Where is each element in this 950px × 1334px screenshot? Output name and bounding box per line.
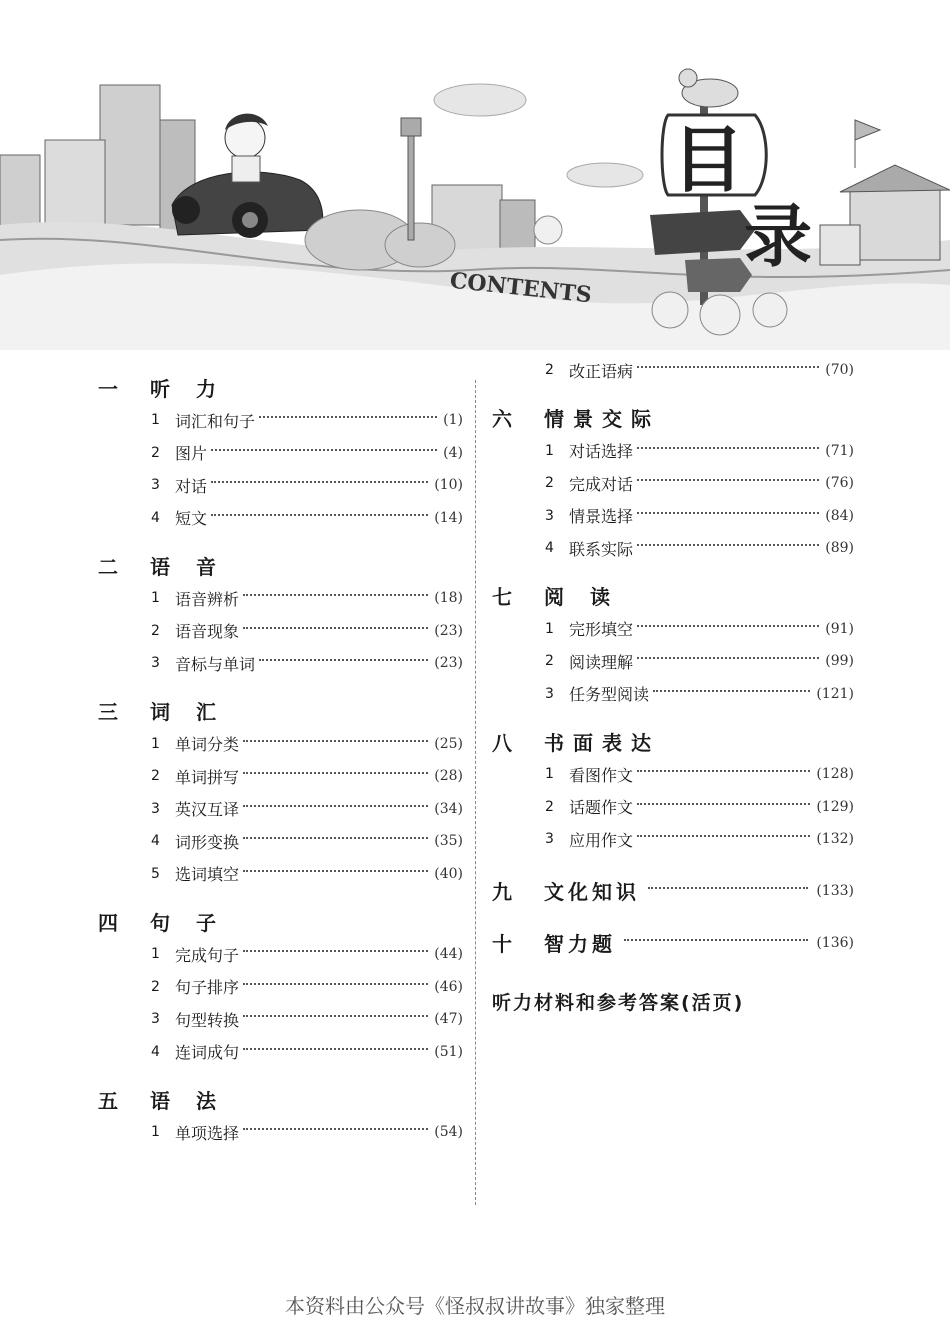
dot-leader	[637, 835, 810, 837]
toc-right-column	[492, 361, 854, 1015]
item-page: (76)	[825, 475, 854, 492]
item-page: (121)	[816, 685, 854, 702]
section-title: 语法	[150, 1088, 242, 1113]
dot-leader	[637, 544, 819, 546]
item-page: (14)	[434, 509, 463, 526]
dot-leader	[243, 1128, 428, 1130]
toc-item[interactable]	[98, 647, 463, 680]
item-page: (84)	[825, 507, 854, 524]
item-number: 2	[545, 798, 554, 815]
toc-item[interactable]	[98, 582, 463, 615]
item-number: 1	[151, 1124, 160, 1141]
contents-banner	[0, 60, 950, 350]
item-number: 4	[151, 509, 160, 526]
section-number: 六	[492, 407, 512, 431]
item-title: 英汉互译	[175, 800, 240, 820]
dot-leader	[243, 1048, 428, 1050]
dot-leader	[243, 772, 428, 774]
toc-item[interactable]	[98, 404, 463, 437]
item-title: 应用作文	[569, 830, 634, 850]
item-page: (136)	[816, 934, 854, 951]
item-page: (25)	[434, 735, 463, 752]
toc-item[interactable]	[98, 760, 463, 793]
item-page: (47)	[434, 1011, 463, 1028]
section-heading[interactable]	[492, 401, 854, 435]
dot-leader	[653, 690, 810, 692]
section-heading[interactable]	[98, 1082, 463, 1116]
section-title: 词汇	[150, 700, 242, 724]
dot-leader	[259, 416, 437, 418]
toc-item[interactable]	[98, 938, 463, 971]
item-number: 1	[545, 620, 554, 637]
item-title: 语音辨析	[175, 589, 240, 609]
item-number: 1	[151, 412, 160, 429]
toc-item[interactable]	[98, 825, 463, 858]
item-number: 2	[545, 362, 554, 379]
toc-item[interactable]	[98, 793, 463, 826]
item-number: 4	[151, 1043, 160, 1060]
dot-leader	[211, 481, 428, 483]
item-page: (10)	[434, 477, 463, 494]
toc-item[interactable]	[492, 791, 854, 824]
section-number: 二	[98, 554, 118, 579]
item-title: 联系实际	[569, 539, 634, 559]
item-page: (70)	[825, 362, 854, 379]
item-number: 3	[151, 477, 160, 494]
item-page: (35)	[434, 833, 463, 850]
dot-leader	[637, 770, 810, 772]
item-title: 对话选择	[569, 442, 634, 462]
item-title: 音标与单词	[175, 654, 256, 674]
item-title: 词汇和句子	[175, 411, 256, 431]
section-number: 十	[492, 932, 512, 956]
section-heading[interactable]	[492, 926, 854, 960]
item-number: 3	[545, 831, 554, 848]
item-title: 完成句子	[175, 945, 240, 965]
section-title: 听力	[150, 376, 242, 401]
section-title: 句子	[150, 910, 242, 935]
toc-item[interactable]	[492, 532, 854, 565]
section-number: 一	[98, 376, 118, 401]
toc-item[interactable]	[492, 354, 854, 387]
section-title: 阅读	[544, 585, 636, 609]
toc-item[interactable]	[492, 467, 854, 500]
item-title: 选词填空	[175, 865, 240, 885]
contents-label: CONTENTS	[448, 267, 593, 309]
dot-leader	[624, 939, 808, 941]
item-number: 1	[151, 590, 160, 607]
item-title: 阅读理解	[569, 652, 634, 672]
item-title: 任务型阅读	[569, 685, 650, 705]
item-number: 5	[151, 865, 160, 882]
section-title: 文化知识	[544, 880, 640, 904]
section-number: 四	[98, 910, 118, 935]
item-title: 语音现象	[175, 622, 240, 642]
item-number: 4	[151, 833, 160, 850]
item-page: (129)	[816, 798, 854, 815]
section-number: 七	[492, 585, 512, 609]
toc-item[interactable]	[98, 1036, 463, 1069]
item-page: (23)	[434, 622, 463, 639]
dot-leader	[637, 657, 819, 659]
item-number: 1	[151, 735, 160, 752]
dot-leader	[243, 950, 428, 952]
section-number: 九	[492, 880, 512, 904]
item-title: 单项选择	[175, 1123, 240, 1143]
dot-leader	[243, 805, 428, 807]
item-page: (91)	[825, 620, 854, 637]
footer-note: 本资料由公众号《怪叔叔讲故事》独家整理	[285, 1294, 665, 1318]
dot-leader	[243, 627, 428, 629]
item-page: (51)	[434, 1043, 463, 1060]
title-char-mu: 目	[671, 118, 745, 202]
section-heading[interactable]	[98, 370, 463, 404]
dot-leader	[637, 625, 819, 627]
item-page: (4)	[443, 444, 463, 461]
item-page: (44)	[434, 946, 463, 963]
toc-item[interactable]	[98, 858, 463, 891]
toc-item[interactable]	[98, 1003, 463, 1036]
item-title: 改正语病	[569, 361, 634, 381]
section-heading[interactable]	[492, 579, 854, 613]
item-page: (133)	[816, 882, 854, 899]
toc-item[interactable]	[98, 1116, 463, 1149]
item-page: (28)	[434, 768, 463, 785]
item-number: 2	[151, 768, 160, 785]
title-char-lu: 录	[743, 198, 813, 277]
section-title: 书面表达	[544, 730, 660, 755]
item-title: 对话	[175, 476, 208, 496]
dot-leader	[243, 740, 428, 742]
dot-leader	[637, 803, 810, 805]
item-page: (23)	[434, 655, 463, 672]
item-number: 1	[545, 442, 554, 459]
dot-leader	[637, 512, 819, 514]
item-number: 3	[545, 685, 554, 702]
dot-leader	[259, 659, 428, 661]
item-number: 1	[545, 766, 554, 783]
column-divider	[475, 380, 476, 1205]
toc-item[interactable]	[492, 645, 854, 678]
toc-item[interactable]	[492, 678, 854, 711]
toc-item[interactable]	[98, 469, 463, 502]
item-number: 2	[151, 622, 160, 639]
section-heading[interactable]	[98, 694, 463, 728]
item-page: (40)	[434, 865, 463, 882]
dot-leader	[648, 887, 808, 889]
item-number: 3	[151, 655, 160, 672]
item-page: (89)	[825, 540, 854, 557]
item-title: 词形变换	[175, 832, 240, 852]
item-number: 3	[545, 507, 554, 524]
toc-item[interactable]	[492, 500, 854, 533]
item-number: 2	[545, 653, 554, 670]
item-title: 话题作文	[569, 798, 634, 818]
section-heading[interactable]	[492, 874, 854, 908]
item-number: 1	[151, 946, 160, 963]
section-number: 八	[492, 730, 512, 755]
toc-item[interactable]	[98, 728, 463, 761]
item-number: 3	[151, 800, 160, 817]
dot-leader	[211, 449, 437, 451]
section-title: 语音	[150, 554, 242, 579]
section-number: 五	[98, 1088, 118, 1113]
dot-leader	[637, 447, 819, 449]
dot-leader	[243, 837, 428, 839]
appendix-heading[interactable]: 听力材料和参考答案(活页)	[492, 991, 745, 1014]
item-page: (46)	[434, 978, 463, 995]
section-title: 情景交际	[544, 407, 660, 431]
item-page: (132)	[816, 831, 854, 848]
item-page: (99)	[825, 653, 854, 670]
item-page: (34)	[434, 800, 463, 817]
item-title: 单词拼写	[175, 767, 240, 787]
item-title: 完形填空	[569, 620, 634, 640]
dot-leader	[211, 514, 428, 516]
item-title: 单词分类	[175, 735, 240, 755]
item-number: 2	[545, 475, 554, 492]
item-title: 完成对话	[569, 474, 634, 494]
item-number: 2	[151, 978, 160, 995]
section-title: 智力题	[544, 932, 616, 956]
section-heading[interactable]	[492, 724, 854, 758]
toc-item[interactable]	[98, 615, 463, 648]
item-title: 情景选择	[569, 507, 634, 527]
dot-leader	[243, 870, 428, 872]
dot-leader	[637, 479, 819, 481]
item-page: (71)	[825, 442, 854, 459]
toc-item[interactable]	[98, 971, 463, 1004]
dot-leader	[243, 594, 428, 596]
item-title: 句型转换	[175, 1010, 240, 1030]
toc-item[interactable]	[492, 435, 854, 468]
item-number: 3	[151, 1011, 160, 1028]
dot-leader	[243, 1015, 428, 1017]
item-title: 连词成句	[175, 1043, 240, 1063]
item-number: 4	[545, 540, 554, 557]
section-heading[interactable]	[98, 904, 463, 938]
item-title: 短文	[175, 509, 208, 529]
dot-leader	[243, 983, 428, 985]
item-page: (128)	[816, 766, 854, 783]
toc-item[interactable]	[98, 437, 463, 470]
item-page: (18)	[434, 590, 463, 607]
toc-item[interactable]	[492, 758, 854, 791]
toc-item[interactable]	[98, 502, 463, 535]
section-heading[interactable]	[98, 548, 463, 582]
toc-left-column	[98, 370, 463, 1149]
item-page: (1)	[443, 412, 463, 429]
dot-leader	[637, 366, 819, 368]
item-title: 图片	[175, 444, 208, 464]
item-page: (54)	[434, 1124, 463, 1141]
toc-item[interactable]	[492, 823, 854, 856]
toc-item[interactable]	[492, 613, 854, 646]
item-number: 2	[151, 444, 160, 461]
item-title: 看图作文	[569, 765, 634, 785]
item-title: 句子排序	[175, 978, 240, 998]
section-number: 三	[98, 700, 118, 724]
